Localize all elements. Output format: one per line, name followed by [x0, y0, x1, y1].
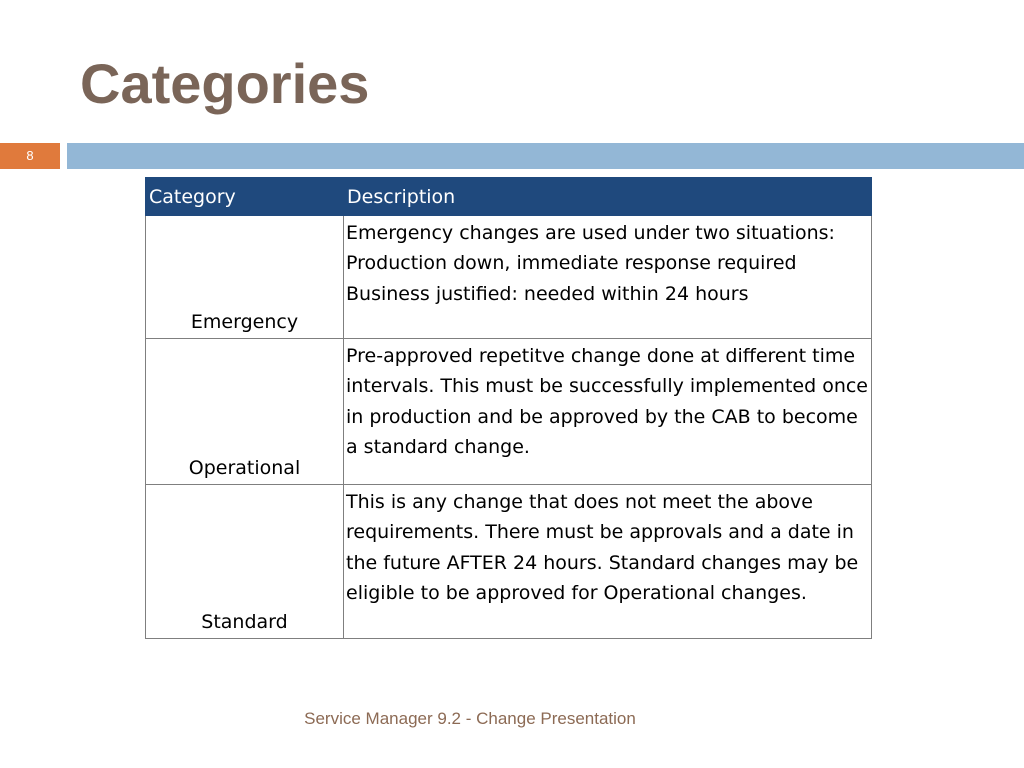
category-cell-emergency: Emergency [146, 215, 344, 338]
slide-footer: Service Manager 9.2 - Change Presentation [304, 709, 636, 728]
header-bar [0, 143, 1024, 169]
description-cell-standard [344, 484, 872, 638]
category-cell-operational: Operational [146, 338, 344, 484]
table-row [146, 215, 872, 338]
table-row [146, 484, 872, 638]
description-line: Production down, immediate response required [346, 252, 797, 274]
description-line: Business justified: needed within 24 hours [346, 282, 749, 305]
table-header-row [146, 178, 872, 216]
column-header-category: Category [146, 178, 344, 216]
table-row [146, 338, 872, 484]
description-line: This is any change that does not meet the above requirements. There must be approvals and a date in the future AFTER 24 hours. Standard changes may be eligible to be approved for Operational changes. [346, 490, 859, 604]
slide-title: Categories [80, 52, 370, 115]
description-cell-operational [344, 338, 872, 484]
page-number-badge: 8 [0, 143, 60, 169]
categories-table [145, 177, 872, 639]
description-line: Emergency changes are used under two situations: [346, 221, 835, 244]
description-line: Pre-approved repetitve change done at different time intervals. This must be successfully implemented once in production and be approved by the CAB to become a standard change. [346, 344, 868, 458]
accent-bar [67, 143, 1024, 169]
column-header-description: Description [344, 178, 872, 216]
category-cell-standard: Standard [146, 484, 344, 638]
description-cell-emergency [344, 215, 872, 338]
